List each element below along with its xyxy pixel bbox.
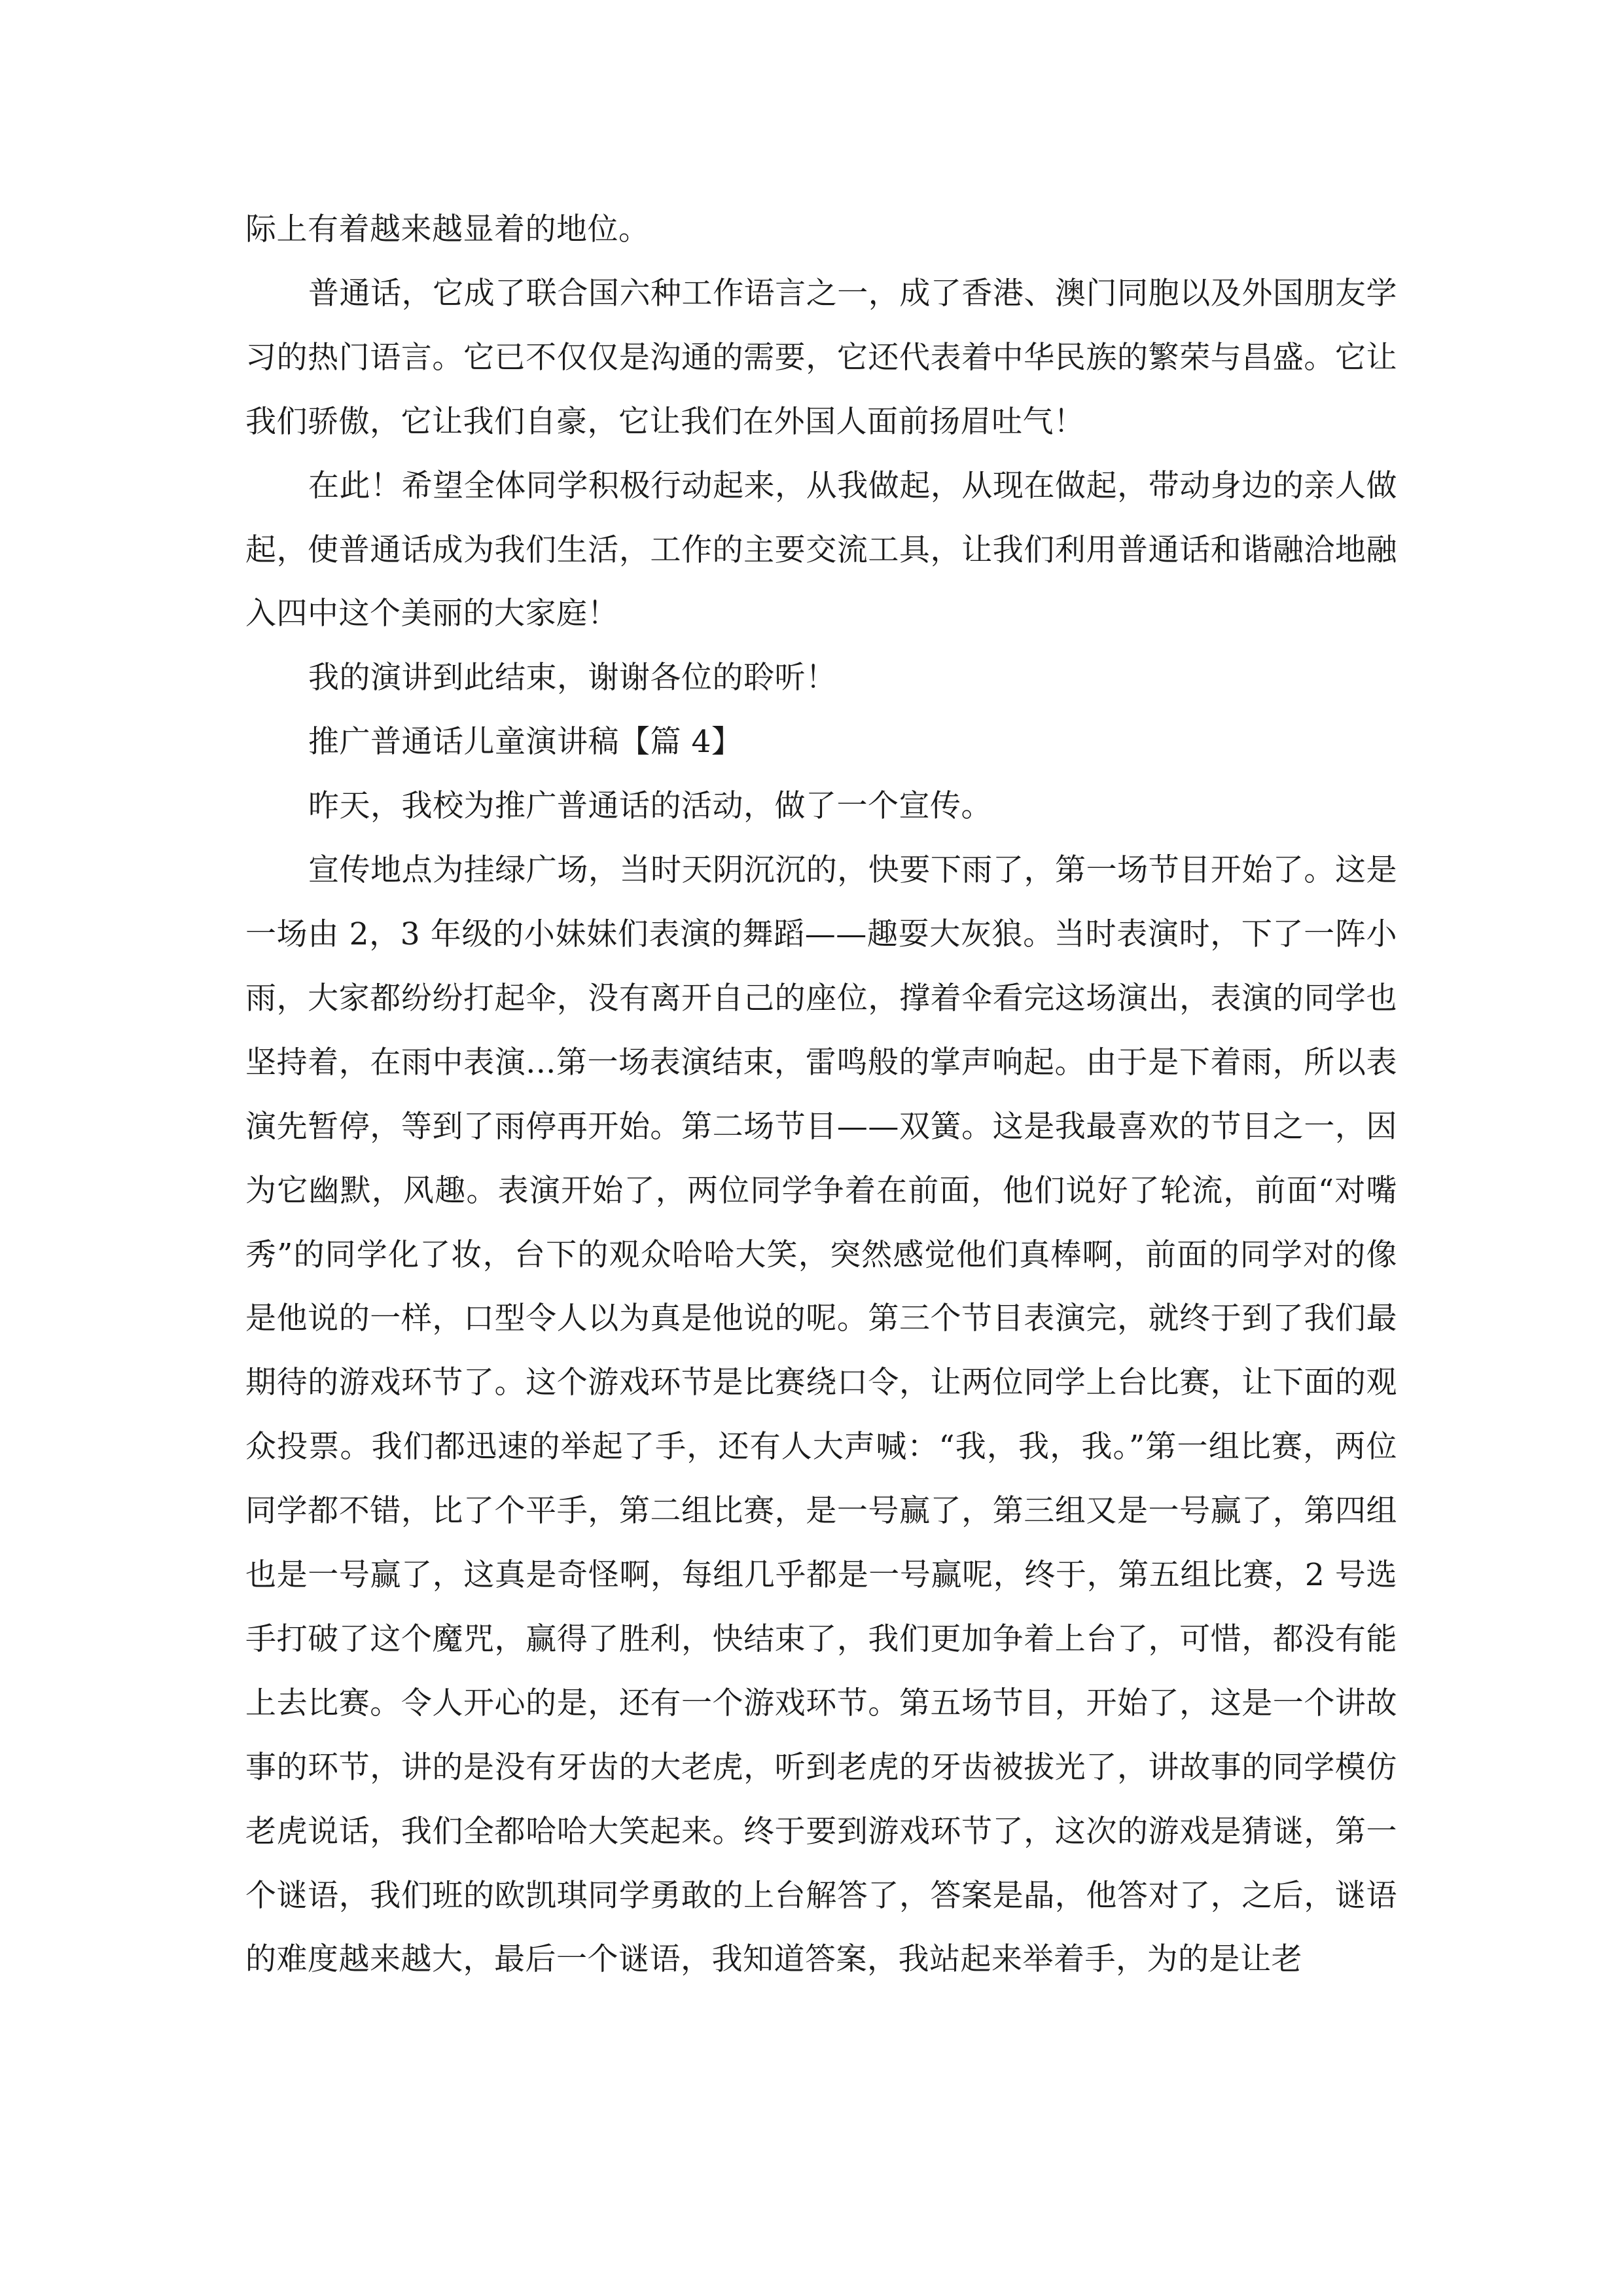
section-heading: 推广普通话儿童演讲稿【篇 4】 bbox=[308, 724, 743, 761]
document-body bbox=[245, 198, 1397, 1992]
paragraph-call-to-action: 在此！希望全体同学积极行动起来，从我做起，从现在做起，带动身边的亲人做起，使普通话成为我们生活，工作的主要交流工具，让我们利用普通话和谐融洽地融入四中这个美丽的大家庭！ bbox=[245, 467, 1397, 632]
paragraph-event-narrative: 宣传地点为挂绿广场，当时天阴沉沉的，快要下雨了，第一场节目开始了。这是一场由 2，3 年级的小妹妹们表演的舞蹈——趣耍大灰狼。当时表演时，下了一阵小雨，大家都纷纷打起伞，没有离开自己的座位，撑着伞看完这场演出，表演的同学也坚持着，在雨中表演...第一场表演结束，雷鸣般的掌声响起。由于是下着雨，所以表演先暂停，等到了雨停再开始。第二场节目——双簧。这是我最喜欢的节目之一，因为它幽默，风趣。表演开始了，两位同学争着在前面，他们说好了轮流，前面“对嘴秀”的同学化了妆，台下的观众哈哈大笑，突然感觉他们真棒啊，前面的同学对的像是他说的一样，口型令人以为真是他说的呢。第三个节目表演完，就终于到了我们最期待的游戏环节了。这个游戏环节是比赛绕口令，让两位同学上台比赛，让下面的观众投票。我们都迅速的举起了手，还有人大声喊：“我，我，我。”第一组比赛，两位同学都不错，比了个平手，第二组比赛，是一号赢了，第三组又是一号赢了，第四组也是一号赢了，这真是奇怪啊，每组几乎都是一号赢呢，终于，第五组比赛，2 号选手打破了这个魔咒，赢得了胜利，快结束了，我们更加争着上台了，可惜，都没有能上去比赛。令人开心的是，还有一个游戏环节。第五场节目，开始了，这是一个讲故事的环节，讲的是没有牙齿的大老虎，听到老虎的牙齿被拔光了，讲故事的同学模仿老虎说话，我们全都哈哈大笑起来。终于要到游戏环节了，这次的游戏是猜谜，第一个谜语，我们班的欧凯琪同学勇敢的上台解答了，答案是晶，他答对了，之后，谜语的难度越来越大，最后一个谜语，我知道答案，我站起来举着手，为的是让老 bbox=[245, 852, 1397, 1978]
paragraph-continuation: 际上有着越来越显着的地位。 bbox=[245, 211, 650, 247]
paragraph-mandarin-status: 普通话，它成了联合国六种工作语言之一，成了香港、澳门同胞以及外国朋友学习的热门语言。它已不仅仅是沟通的需要，它还代表着中华民族的繁荣与昌盛。它让我们骄傲，它让我们自豪，它让我们在外国人面前扬眉吐气！ bbox=[245, 275, 1397, 440]
paragraph-intro: 昨天，我校为推广普通话的活动，做了一个宣传。 bbox=[308, 788, 992, 825]
paragraph-closing: 我的演讲到此结束，谢谢各位的聆听！ bbox=[308, 660, 837, 696]
